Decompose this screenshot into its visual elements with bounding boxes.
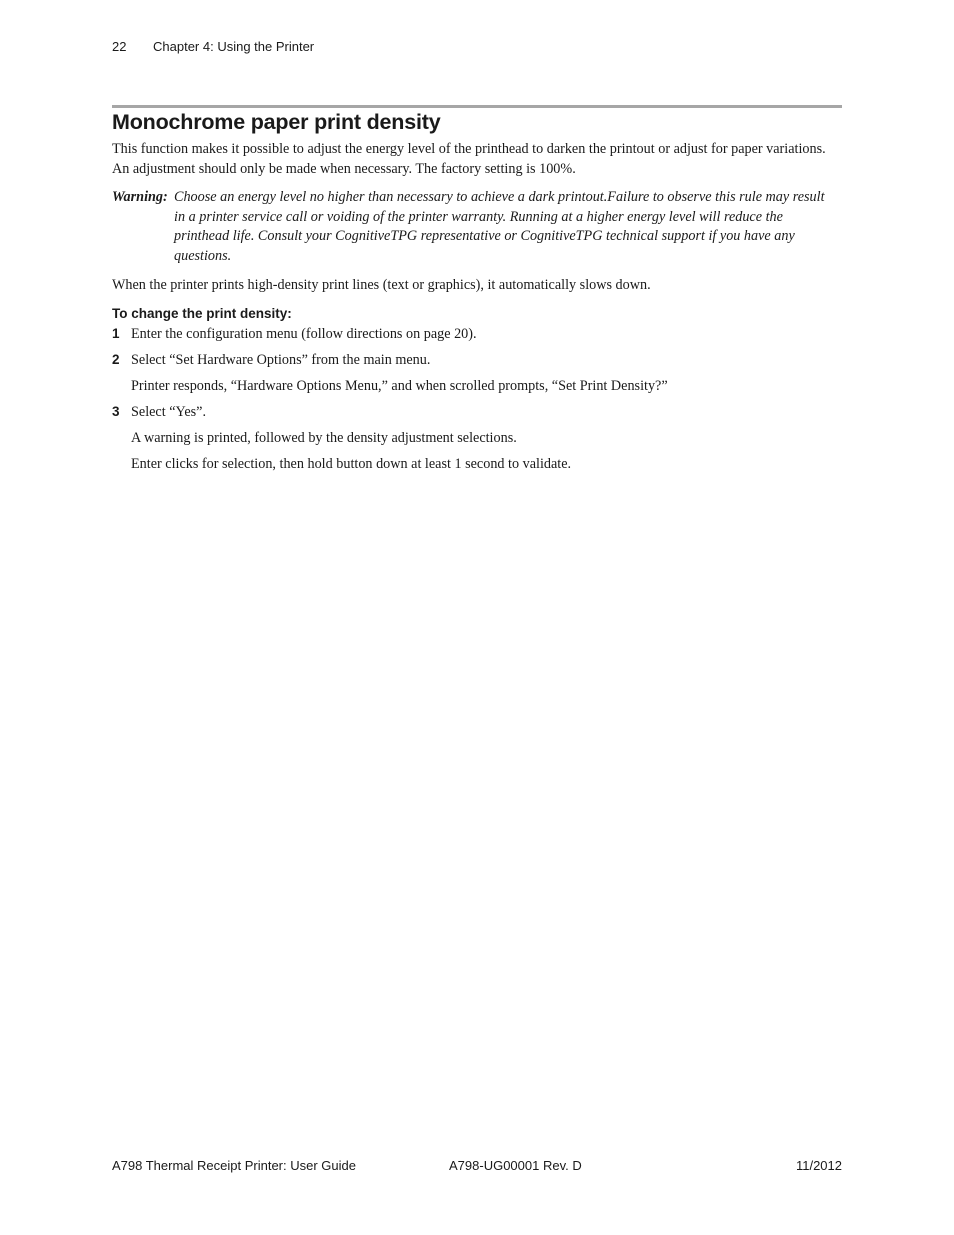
- warning-block: [112, 188, 842, 266]
- step-3: [112, 402, 842, 422]
- step-2-note: Printer responds, “Hardware Options Menu,” and when scrolled prompts, “Set Print Density?”: [131, 378, 668, 394]
- intro-paragraph: This function makes it possible to adjust the energy level of the printhead to darken the printout or adjust for paper variations. An adjustment should only be made when necessary. The factory setting is 100%.: [112, 141, 826, 177]
- page-number: 22: [112, 39, 127, 54]
- page-footer: [112, 1158, 842, 1178]
- step-number: 3: [112, 404, 120, 419]
- step-3-note-2: Enter clicks for selection, then hold button down at least 1 second to validate.: [131, 456, 572, 472]
- step-number: 1: [112, 326, 120, 341]
- step-text: Enter the configuration menu (follow directions on page 20).: [131, 326, 477, 342]
- procedure-heading: To change the print density:: [112, 306, 292, 321]
- slowdown-paragraph: When the printer prints high-density print lines (text or graphics), it automatically slows down.: [112, 277, 651, 293]
- section-title: Monochrome paper print density: [112, 110, 441, 134]
- step-1: [112, 324, 842, 344]
- footer-title: A798 Thermal Receipt Printer: User Guide: [112, 1158, 356, 1173]
- step-number: 2: [112, 352, 120, 367]
- step-3-note-1: A warning is printed, followed by the density adjustment selections.: [131, 430, 517, 446]
- footer-date: 11/2012: [795, 1158, 842, 1173]
- warning-text: Choose an energy level no higher than necessary to achieve a dark printout.Failure to observe this rule may result in a printer service call or voiding of the printer warranty. Running at a higher energy level will reduce the printhead life. Consult your CognitiveTPG representative or CognitiveTPG technical support if you have any questions.: [174, 189, 825, 264]
- chapter-title: Chapter 4: Using the Printer: [153, 39, 315, 54]
- step-text: Select “Set Hardware Options” from the main menu.: [131, 352, 431, 368]
- section-body: [112, 139, 842, 480]
- step-2: [112, 350, 842, 370]
- running-header: [112, 39, 314, 54]
- step-text: Select “Yes”.: [131, 404, 206, 420]
- warning-label: Warning:: [112, 189, 168, 205]
- footer-doc-number: A798-UG00001 Rev. D: [449, 1158, 582, 1173]
